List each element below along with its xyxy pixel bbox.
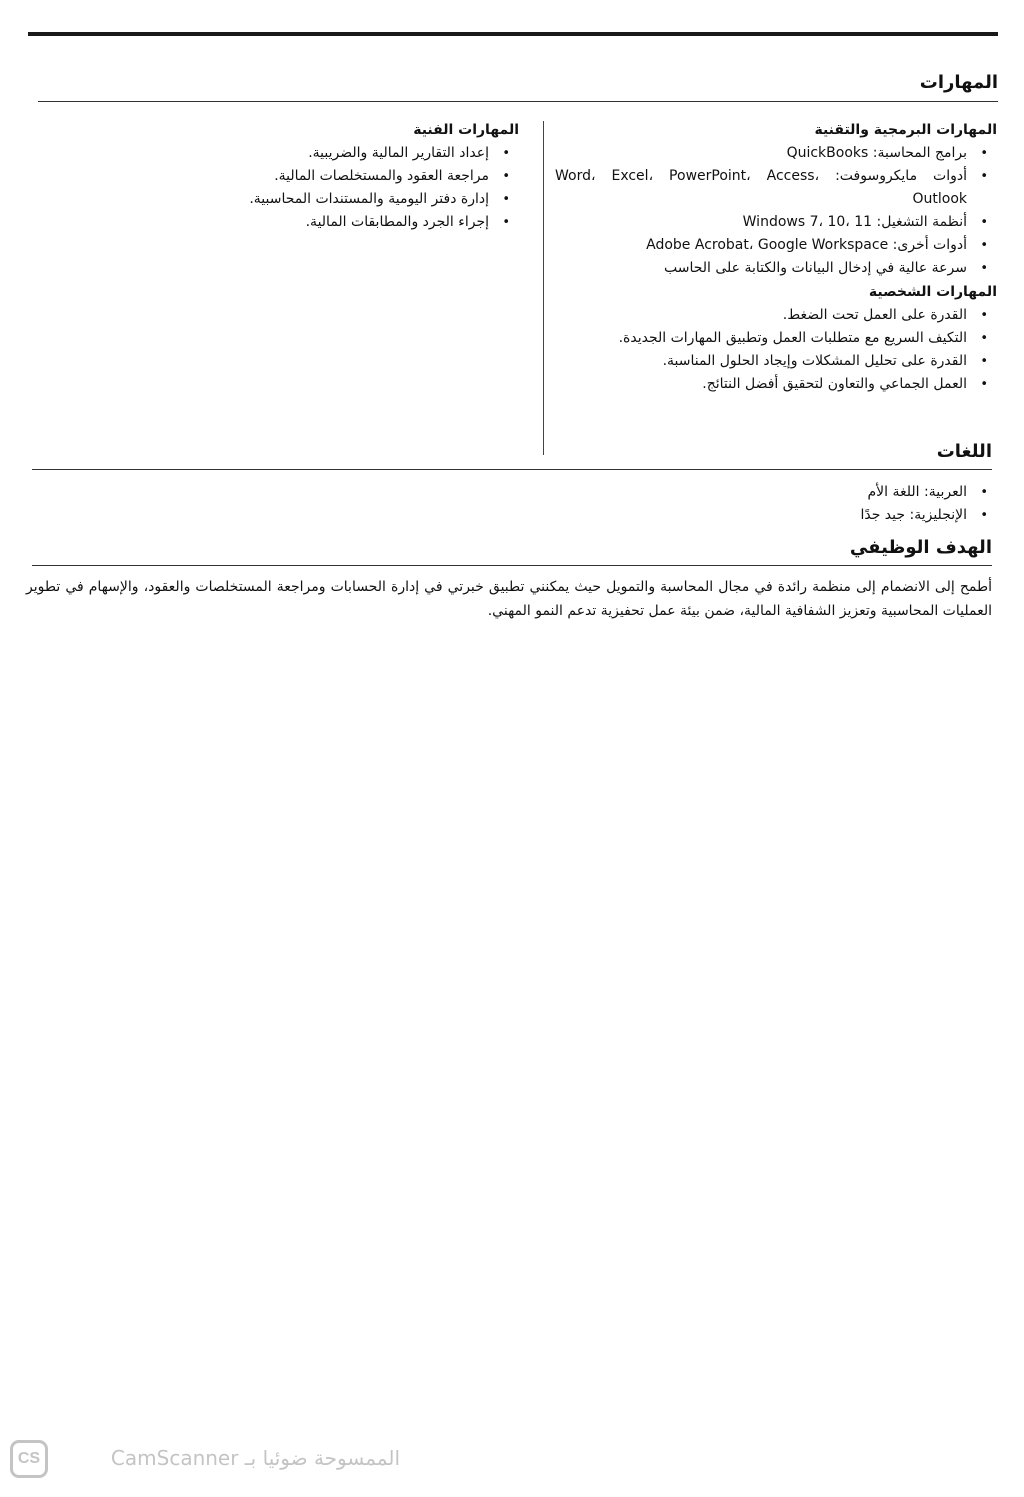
list-item: • العمل الجماعي والتعاون لتحقيق أفضل النتائج. — [555, 373, 997, 396]
objective-rule — [32, 565, 992, 566]
list-item: • العربية: اللغة الأم — [397, 481, 997, 504]
skills-section-title: المهارات — [919, 72, 998, 93]
list-item: • برامج المحاسبة: QuickBooks — [555, 142, 997, 165]
watermark-text: الممسوحة ضوئيا بـ CamScanner — [110, 1446, 400, 1470]
list-item: • سرعة عالية في إدخال البيانات والكتابة على الحاسب — [555, 257, 997, 280]
camscanner-logo-icon: CS — [10, 1440, 48, 1478]
list-item: • القدرة على تحليل المشكلات وإيجاد الحلول المناسبة. — [555, 350, 997, 373]
objective-paragraph: أطمح إلى الانضمام إلى منظمة رائدة في مجال المحاسبة والتمويل حيث يمكنني تطبيق خبرتي في إدارة الحسابات ومراجعة المستخلصات والعقود، والإسهام في تطوير العمليات المحاسبية وتعزيز الشفافية المالية، ضمن بيئة عمل تحفيزية تدعم النمو المهني. — [26, 579, 992, 619]
technical-skills-heading: المهارات الفنية — [413, 122, 519, 138]
personal-skills-list — [555, 304, 997, 396]
objective-section-title: الهدف الوظيفي — [849, 537, 992, 558]
list-item: • مراجعة العقود والمستخلصات المالية. — [119, 165, 519, 188]
personal-skills-heading: المهارات الشخصية — [868, 284, 997, 300]
list-item: • أدوات أخرى: Adobe Acrobat، Google Workspace — [555, 234, 997, 257]
top-rule — [28, 32, 998, 36]
languages-list — [397, 481, 997, 527]
list-item: • أنظمة التشغيل: Windows 7، 10، 11 — [555, 211, 997, 234]
skills-rule — [38, 101, 998, 102]
list-item: • أدوات مايكروسوفت: Word، Excel، PowerPoint، Access، Outlook — [555, 165, 997, 211]
column-divider — [543, 121, 544, 455]
list-item: • إدارة دفتر اليومية والمستندات المحاسبية. — [119, 188, 519, 211]
programming-skills-list — [555, 142, 997, 280]
languages-section-title: اللغات — [936, 441, 992, 462]
technical-skills-list — [119, 142, 519, 234]
list-item: • إعداد التقارير المالية والضريبية. — [119, 142, 519, 165]
languages-rule — [32, 469, 992, 470]
list-item: • التكيف السريع مع متطلبات العمل وتطبيق المهارات الجديدة. — [555, 327, 997, 350]
list-item: • القدرة على العمل تحت الضغط. — [555, 304, 997, 327]
scanner-watermark — [10, 1440, 400, 1480]
list-item: • إجراء الجرد والمطابقات المالية. — [119, 211, 519, 234]
list-item: • الإنجليزية: جيد جدًا — [397, 504, 997, 527]
programming-skills-heading: المهارات البرمجية والتقنية — [814, 122, 997, 138]
